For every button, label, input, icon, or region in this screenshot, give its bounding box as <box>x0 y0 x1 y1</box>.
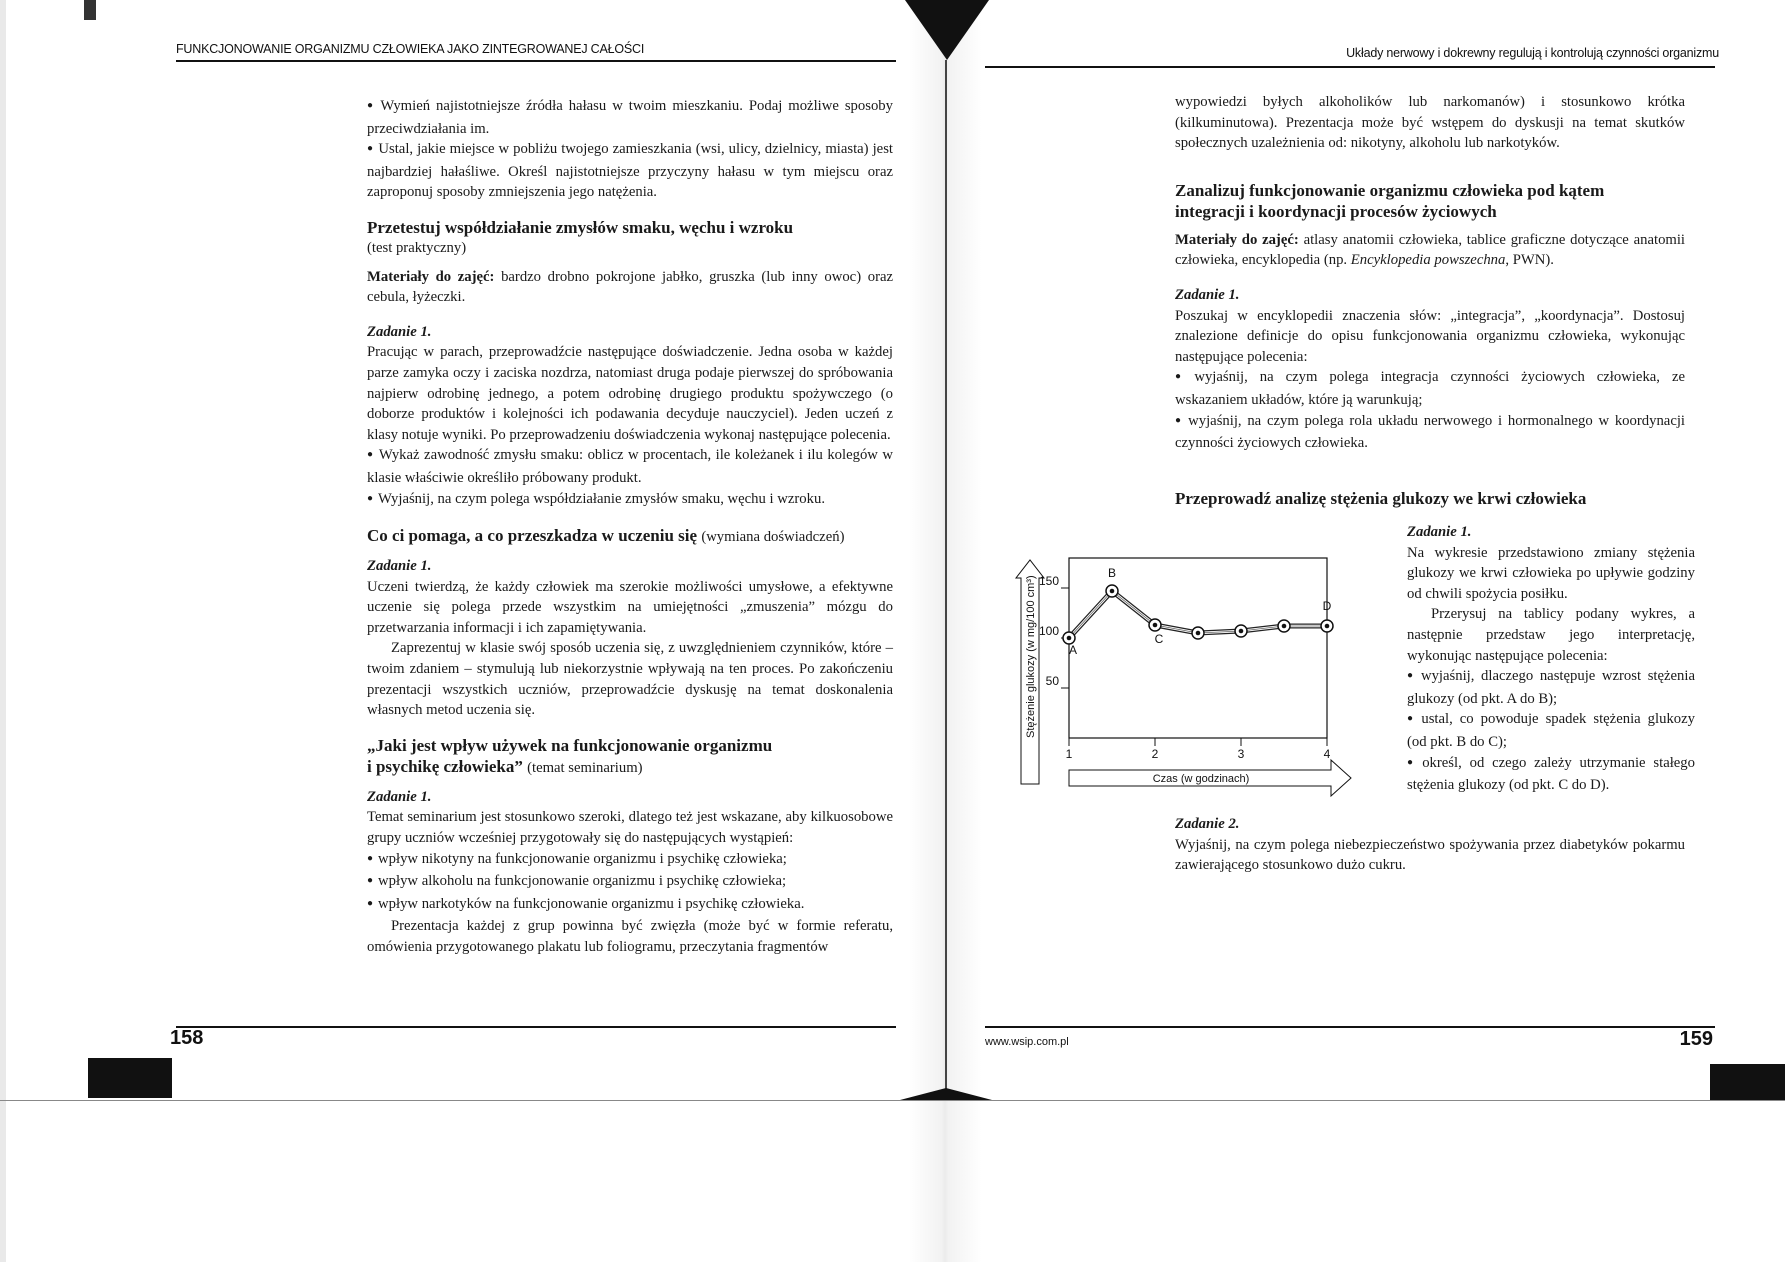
task-paragraph: Uczeni twierdzą, że każdy człowiek ma szerokie możliwości umysłowe, a efektywne uczenie się polega przede wszystkim na umiejętności „zmuszenia” mózgu do przetwarzania informacji i ich zapamiętywania. <box>367 578 893 636</box>
x-tick-label: 3 <box>1237 747 1245 761</box>
materials-paragraph <box>1175 230 1685 271</box>
x-axis-label: Czas (w godzinach) <box>1152 773 1250 785</box>
bullet-item: ● Wykaż zawodność zmysłu smaku: oblicz w procentach, ile koleżanek i ilu kolegów w klasie właściwie określiło próbowany produkt. <box>367 445 893 488</box>
x-tick-label: 4 <box>1323 747 1331 761</box>
point-label: C <box>1154 632 1164 646</box>
task-label: Zadanie 1. <box>367 788 432 805</box>
publisher-url: www.wsip.com.pl <box>985 1036 1069 1048</box>
page-number: 158 <box>170 1027 204 1049</box>
y-axis-label: Stężenie glukozy (w mg/100 cm³) <box>1025 575 1037 738</box>
section-title-text: i psychikę człowieka” <box>367 756 523 776</box>
right-page <box>985 0 1785 1262</box>
continuation-paragraph: wypowiedzi byłych alkoholików lub narkomanów) i stosunkowo krótka (kilkuminutowa). Prezentacja może być wstępem do dyskusji na temat skutków społecznych uzależnienia od: nikotyny, alkoholu lub narkotyków. <box>1175 94 1685 152</box>
data-point-dot <box>1325 624 1330 629</box>
section-title <box>367 756 893 779</box>
chart-task-text <box>1407 522 1695 796</box>
materials-text: , PWN). <box>1505 252 1554 269</box>
footer-rule <box>176 1026 896 1028</box>
glucose-chart-svg <box>1013 548 1353 800</box>
section-subtitle: (temat seminarium) <box>527 759 643 776</box>
task-label: Zadanie 1. <box>367 323 432 340</box>
task-paragraph: Na wykresie przedstawiono zmiany stężenia glukozy we krwi człowieka po upływie godziny od chwili spożycia posiłku. <box>1407 544 1695 602</box>
task-label: Zadanie 1. <box>1175 286 1240 303</box>
section-title-line: Zanalizuj funkcjonowanie organizmu człowieka pod kątem <box>1175 180 1605 200</box>
section-title-text: Co ci pomaga, a co przeszkadza w uczeniu się <box>367 526 698 546</box>
plot-frame <box>1069 558 1327 738</box>
materials-text: bardzo drobno pokrojone jabłko, gruszka (lub inny owoc) oraz cebula, łyżeczki. <box>367 268 893 306</box>
task-paragraph: Zaprezentuj w klasie swój sposób uczenia się, z uwzględnieniem czynników, które – twoim zdaniem – stymulują lub niekorzystnie wpływają na ten proces. Po zakończeniu prezentacji wszystkich uczniów, przeprowadźcie dyskusję na temat doskonalenia własnych metod uczenia się. <box>367 640 893 719</box>
left-column <box>367 96 893 958</box>
x-tick-label: 2 <box>1151 747 1159 761</box>
header-rule <box>176 60 896 62</box>
data-point-dot <box>1239 629 1244 634</box>
task-label: Zadanie 1. <box>367 558 432 575</box>
bullet-item: ● określ, od czego zależy utrzymanie stałego stężenia glukozy (od pkt. C do D). <box>1407 753 1695 796</box>
section-title <box>367 525 893 548</box>
task-paragraph: Temat seminarium jest stosunkowo szeroki, dlatego też jest wskazane, aby kilkuosobowe grupy uczniów wcześniej przygotowały się do następujących wystąpień: <box>367 809 893 847</box>
right-column <box>1175 92 1685 454</box>
y-tick-label: 100 <box>1038 624 1059 638</box>
point-label: A <box>1068 643 1078 657</box>
bullet-item: ● wpływ alkoholu na funkcjonowanie organizmu i psychikę człowieka; <box>367 871 893 894</box>
glucose-chart <box>1013 548 1353 800</box>
y-tick-label: 150 <box>1038 574 1059 588</box>
bullet-item: ● wyjaśnij, na czym polega rola układu nerwowego i hormonalnego w koordynacji czynności życiowych człowieka. <box>1175 411 1685 454</box>
task-label: Zadanie 1. <box>1407 524 1472 540</box>
task-paragraph: Przerysuj na tablicy podany wykres, a następnie przedstaw jego interpretację, wykonując następujące polecenia: <box>1407 606 1695 664</box>
bullet-item: ● wpływ narkotyków na funkcjonowanie organizmu i psychikę człowieka. <box>367 894 893 917</box>
materials-paragraph <box>367 267 893 308</box>
task-paragraph: Wyjaśnij, na czym polega niebezpieczeństwo spożywania przez diabetyków pokarmu zawierającego stosunkowo dużo cukru. <box>1175 836 1685 874</box>
section-subtitle: (wymiana doświadczeń) <box>701 529 845 546</box>
chart-series <box>1063 585 1333 644</box>
section-title: Przeprowadź analizę stężenia glukozy we krwi człowieka <box>1175 489 1587 508</box>
y-tick-label: 50 <box>1045 674 1059 688</box>
bullet-item: ● Ustal, jakie miejsce w pobliżu twojego zamieszkania (wsi, ulicy, dzielnicy, miasta) jest najbardziej hałaśliwe. Określ najistotniejsze przyczyny hałasu w tym miejscu oraz zaproponuj sposoby zmniejszenia jego natężenia. <box>367 139 893 203</box>
chart-ticks <box>1039 574 1331 761</box>
point-label: B <box>1107 566 1117 580</box>
bullet-item: ● ustal, co powoduje spadek stężenia glukozy (od pkt. B do C); <box>1407 709 1695 752</box>
bullet-item: ● Wyjaśnij, na czym polega współdziałanie zmysłów smaku, węchu i wzroku. <box>367 489 893 512</box>
materials-text: atlasy anatomii człowieka, tablice graficzne dotyczące anatomii człowieka, encyklopedia (np. <box>1175 231 1686 269</box>
data-point-dot <box>1067 636 1072 641</box>
data-point-dot <box>1282 624 1287 629</box>
bullet-item: ● wyjaśnij, dlaczego następuje wzrost stężenia glukozy (od pkt. A do B); <box>1407 666 1695 709</box>
footer-rule <box>985 1026 1715 1028</box>
data-point-dot <box>1110 589 1115 594</box>
point-label: D <box>1322 599 1332 613</box>
running-head: FUNKCJONOWANIE ORGANIZMU CZŁOWIEKA JAKO ZINTEGROWANEJ CAŁOŚCI <box>176 42 645 56</box>
book-fold-line <box>945 60 947 1090</box>
x-tick-label: 1 <box>1065 747 1073 761</box>
section-subtitle: (test praktyczny) <box>367 239 467 256</box>
task-label: Zadanie 2. <box>1175 816 1240 832</box>
book-fold-top <box>905 0 989 60</box>
materials-label: Materiały do zajęć: <box>1175 231 1299 248</box>
running-head: Układy nerwowy i dokrewny regulują i kontrolują czynności organizmu <box>1346 46 1719 60</box>
materials-label: Materiały do zajęć: <box>367 268 495 285</box>
chart-point-labels <box>1069 566 1332 657</box>
task-paragraph: Prezentacja każdej z grup powinna być zwięzła (może być w formie referatu, omówienia przygotowanego plakatu lub foliogramu, przeczytania fragmentów <box>367 918 893 955</box>
page-number: 159 <box>1679 1028 1713 1050</box>
materials-italic: Encyklopedia powszechna <box>1350 252 1506 269</box>
bullet-item: ● wyjaśnij, na czym polega integracja czynności życiowych człowieka, ze wskazaniem układów, które ją warunkują; <box>1175 367 1685 410</box>
section-title-line: „Jaki jest wpływ używek na funkcjonowanie organizmu <box>367 735 773 755</box>
task-2 <box>1175 814 1685 876</box>
section-title: Przetestuj współdziałanie zmysłów smaku, węchu i wzroku <box>367 217 794 237</box>
section-title-line: integracji i koordynacji procesów życiowych <box>1175 201 1497 221</box>
bullet-item: ● wpływ nikotyny na funkcjonowanie organizmu i psychikę człowieka; <box>367 849 893 872</box>
data-point-dot <box>1153 623 1158 628</box>
data-point-dot <box>1196 631 1201 636</box>
header-rule <box>985 66 1715 68</box>
task-paragraph: Pracując w parach, przeprowadźcie następujące doświadczenie. Jedna osoba w każdej parze zamyka oczy i zaciska nozdrza, natomiast druga podaje pierwszej do spróbowania najpierw odrobinę jednego, a potem odrobinę drugiego produktu spożywczego (o doborze produktów i kolejności ich podawania decyduje nauczyciel). Jeden uczeń z klasy notuje wyniki. Po przeprowadzeniu doświadczenia wykonaj następujące polecenia. <box>367 344 893 443</box>
task-paragraph: Poszukaj w encyklopedii znaczenia słów: „integracja”, „koordynacja”. Dostosuj znalezione definicje do opisu funkcjonowania organizmu człowieka, wykonując następujące polecenia: <box>1175 307 1685 365</box>
bullet-item: ● Wymień najistotniejsze źródła hałasu w twoim mieszkaniu. Podaj możliwe sposoby przeciwdziałania im. <box>367 96 893 139</box>
glucose-section-header <box>1175 488 1695 509</box>
